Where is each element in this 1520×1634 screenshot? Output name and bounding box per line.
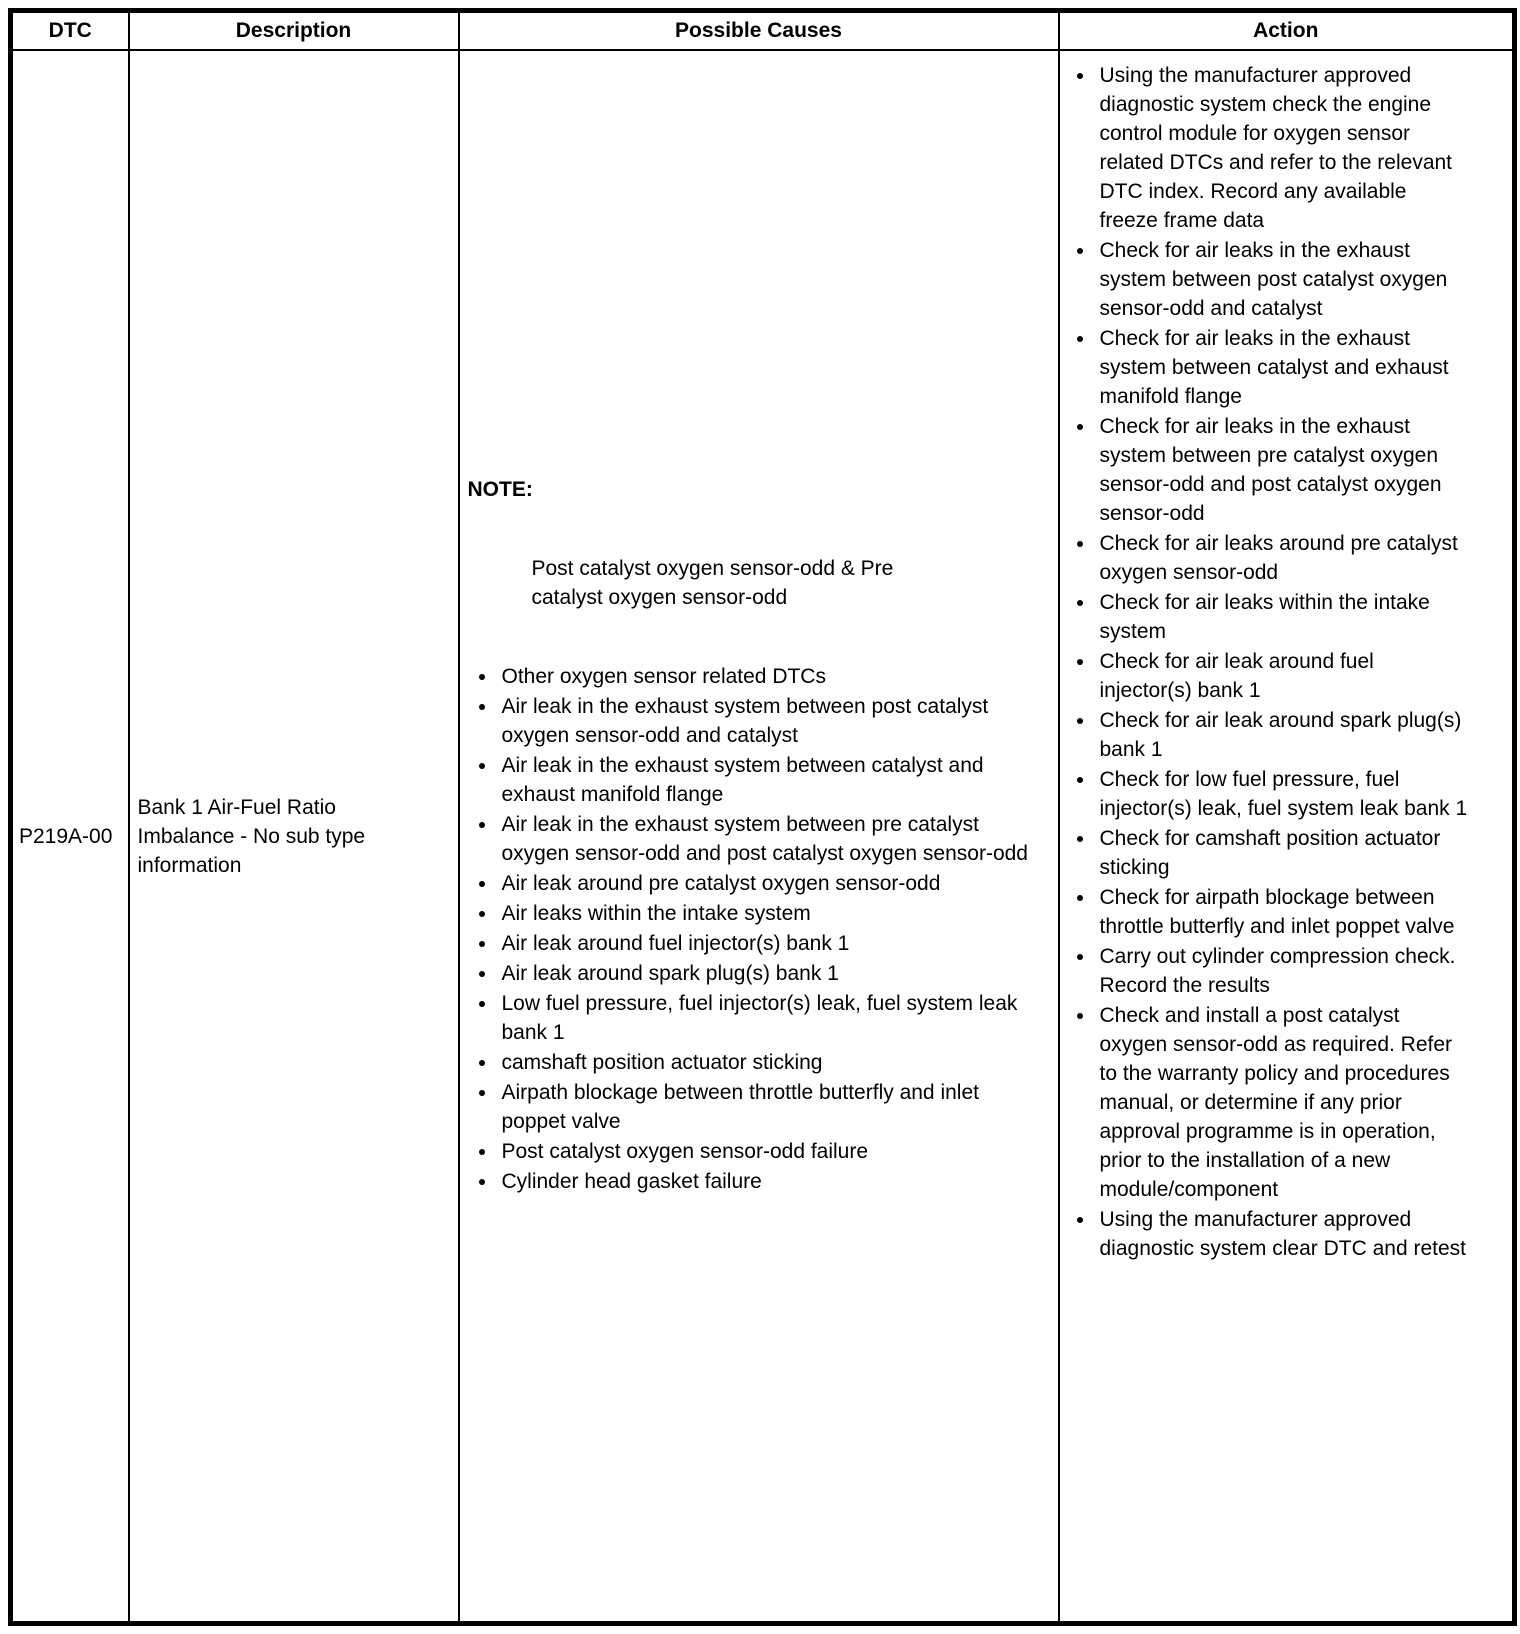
list-item: • Air leak in the exhaust system between pre catalyst oxygen sensor-odd and post catalyst oxygen sensor-odd [498,810,1040,868]
list-item: • Air leak in the exhaust system between catalyst and exhaust manifold flange [498,751,1040,809]
list-item: • Check for air leaks in the exhaust system between catalyst and exhaust manifold flange [1096,324,1469,411]
possible-causes-list [468,662,1040,1196]
table-body [11,50,1515,1624]
list-item: • Using the manufacturer approved diagnostic system check the engine control module for oxygen sensor related DTCs and refer to the relevant DTC index. Record any available freeze frame data [1096,61,1469,235]
list-item: • Carry out cylinder compression check. Record the results [1096,942,1469,1000]
list-item: • Check for airpath blockage between throttle butterfly and inlet poppet valve [1096,883,1469,941]
table-row [11,50,1515,1624]
list-item: • Check for air leak around spark plug(s) bank 1 [1096,706,1469,764]
note-label: NOTE: [467,478,533,501]
list-item: • Check for low fuel pressure, fuel injector(s) leak, fuel system leak bank 1 [1096,765,1469,823]
list-item: • Check for air leaks in the exhaust system between pre catalyst oxygen sensor-odd and post catalyst oxygen sensor-odd [1096,412,1469,528]
column-header-action: Action [1059,11,1515,51]
list-item: • Air leak in the exhaust system between post catalyst oxygen sensor-odd and catalyst [498,692,1040,750]
dtc-code: P219A-00 [19,824,113,848]
list-item: • Check and install a post catalyst oxygen sensor-odd as required. Refer to the warranty policy and procedures manual, or determine if any prior approval programme is in operation, prior to the installation of a new module/component [1096,1001,1469,1204]
list-item: • Check for air leaks in the exhaust system between post catalyst oxygen sensor-odd and catalyst [1096,236,1469,323]
list-item: • Airpath blockage between throttle butterfly and inlet poppet valve [498,1078,1040,1136]
list-item: • Post catalyst oxygen sensor-odd failure [498,1137,1040,1166]
action-cell [1059,50,1515,1624]
list-item: • Air leaks within the intake system [498,899,1040,928]
description-cell [129,50,459,1624]
list-item: • Check for camshaft position actuator sticking [1096,824,1469,882]
column-header-possible-causes: Possible Causes [459,11,1059,51]
list-item: • Air leak around spark plug(s) bank 1 [498,959,1040,988]
description-text: Bank 1 Air-Fuel Ratio Imbalance - No sub type information [137,795,366,877]
possible-causes-cell [459,50,1059,1624]
list-item: • Air leak around fuel injector(s) bank 1 [498,929,1040,958]
list-item: • Check for air leaks around pre catalyst oxygen sensor-odd [1096,529,1469,587]
action-list [1068,61,1499,1263]
list-item: • Other oxygen sensor related DTCs [498,662,1040,691]
list-item: • Check for air leak around fuel injector(s) bank 1 [1096,647,1469,705]
list-item: • Using the manufacturer approved diagnostic system clear DTC and retest [1096,1205,1469,1263]
list-item: • camshaft position actuator sticking [498,1048,1040,1077]
list-item: • Cylinder head gasket failure [498,1167,1040,1196]
table-header-row [11,11,1515,51]
note-text: Post catalyst oxygen sensor-odd & Pre catalyst oxygen sensor-odd [531,557,894,609]
column-header-dtc: DTC [11,11,129,51]
dtc-table [8,8,1517,1626]
list-item: • Air leak around pre catalyst oxygen sensor-odd [498,869,1040,898]
header-row [11,11,1515,51]
list-item: • Low fuel pressure, fuel injector(s) leak, fuel system leak bank 1 [498,989,1040,1047]
column-header-description: Description [129,11,459,51]
dtc-code-cell [11,50,129,1624]
list-item: • Check for air leaks within the intake system [1096,588,1469,646]
